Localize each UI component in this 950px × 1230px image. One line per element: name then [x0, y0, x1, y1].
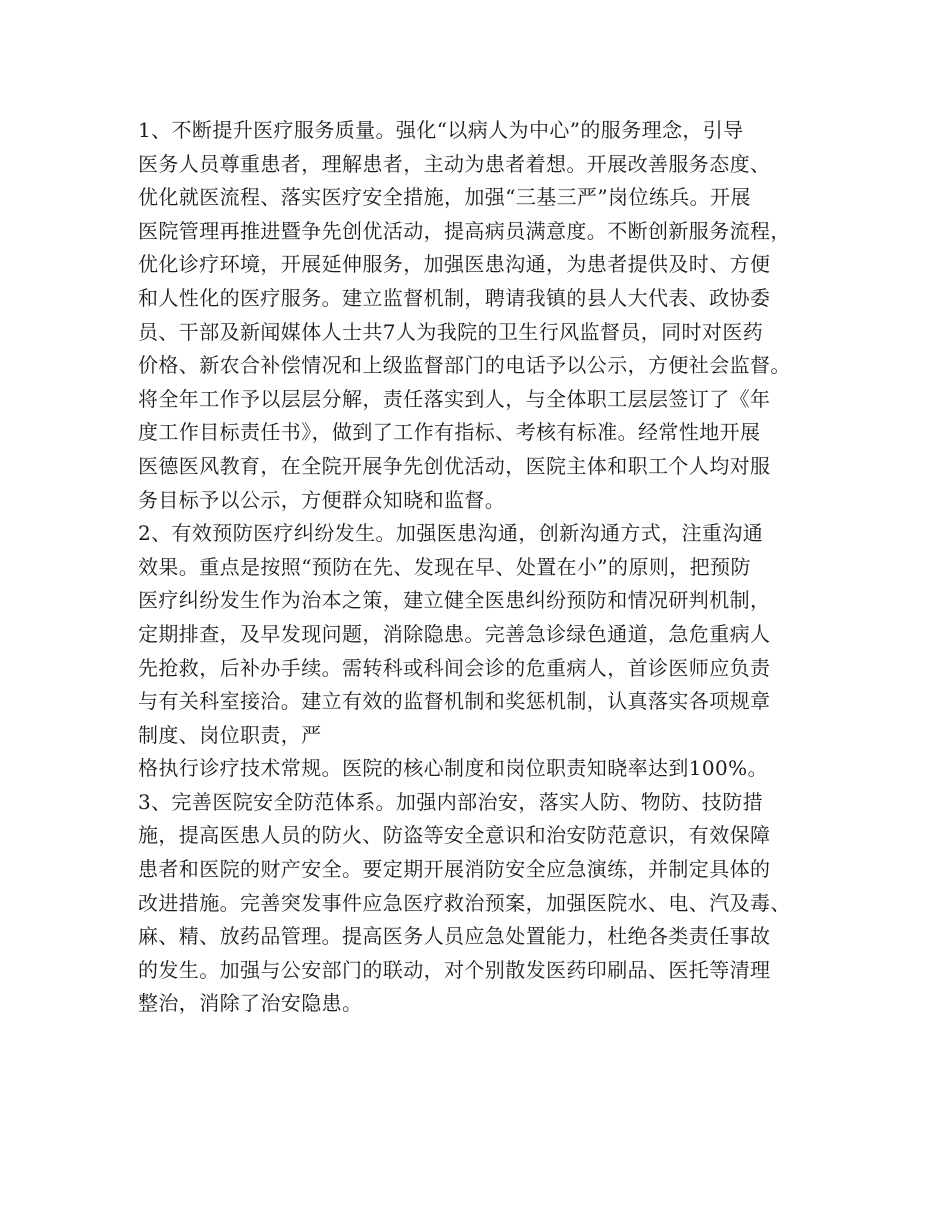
text-line: 医疗纠纷发生作为治本之策，建立健全医患纠纷预防和情况研判机制， — [138, 588, 771, 613]
text-line: 务目标予以公示，方便群众知晓和监督。 — [138, 487, 506, 512]
text-line: 医务人员尊重患者，理解患者，主动为患者着想。开展改善服务态度、 — [138, 151, 771, 176]
text-line: 员、干部及新闻媒体人士共7人为我院的卫生行风监督员，同时对医药 — [138, 319, 764, 344]
text-line: 制度、岗位职责，严 — [138, 722, 322, 747]
text-line: 和人性化的医疗服务。建立监督机制，聘请我镇的县人大代表、政协委 — [138, 285, 771, 310]
text-line: 价格、新农合补偿情况和上级监督部门的电话予以公示，方便社会监督。 — [138, 353, 791, 378]
text-line: 效果。重点是按照“预防在先、发现在早、处置在小”的原则，把预防 — [138, 554, 751, 579]
text-line: 医德医风教育，在全院开展争先创优活动，医院主体和职工个人均对服 — [138, 453, 771, 478]
text-line: 优化诊疗环境，开展延伸服务，加强医患沟通，为患者提供及时、方便 — [138, 252, 771, 277]
text-line: 2、有效预防医疗纠纷发生。加强医患沟通，创新沟通方式，注重沟通 — [138, 521, 764, 546]
text-line: 改进措施。完善突发事件应急医疗救治预案，加强医院水、电、汽及毒、 — [138, 890, 791, 915]
text-line: 施，提高医患人员的防火、防盗等安全意识和治安防范意识，有效保障 — [138, 823, 771, 848]
text-line: 将全年工作予以层层分解，责任落实到人，与全体职工层层签订了《年 — [138, 386, 771, 411]
text-line: 患者和医院的财产安全。要定期开展消防安全应急演练，并制定具体的 — [138, 857, 771, 882]
text-line: 先抢救，后补办手续。需转科或科间会诊的危重病人，首诊医师应负责 — [138, 655, 771, 680]
text-line: 3、完善医院安全防范体系。加强内部治安，落实人防、物防、技防措 — [138, 789, 764, 814]
text-line: 与有关科室接洽。建立有效的监督机制和奖惩机制，认真落实各项规章 — [138, 689, 771, 714]
text-line: 的发生。加强与公安部门的联动，对个别散发医药印刷品、医托等清理 — [138, 957, 771, 982]
text-line: 整治，消除了治安隐患。 — [138, 991, 363, 1016]
text-line: 麻、精、放药品管理。提高医务人员应急处置能力，杜绝各类责任事故 — [138, 924, 771, 949]
body-text — [138, 114, 838, 1021]
text-line: 医院管理再推进暨争先创优活动，提高病员满意度。不断创新服务流程， — [138, 218, 791, 243]
text-line: 优化就医流程、落实医疗安全措施，加强“三基三严”岗位练兵。开展 — [138, 185, 751, 210]
text-line: 1、不断提升医疗服务质量。强化“以病人为中心”的服务理念，引导 — [138, 118, 744, 142]
text-line: 定期排查，及早发现问题，消除隐患。完善急诊绿色通道，急危重病人 — [138, 621, 771, 646]
text-line: 格执行诊疗技术常规。医院的核心制度和岗位职责知晓率达到100%。 — [138, 756, 768, 781]
text-line: 度工作目标责任书》，做到了工作有指标、考核有标准。经常性地开展 — [138, 420, 761, 445]
